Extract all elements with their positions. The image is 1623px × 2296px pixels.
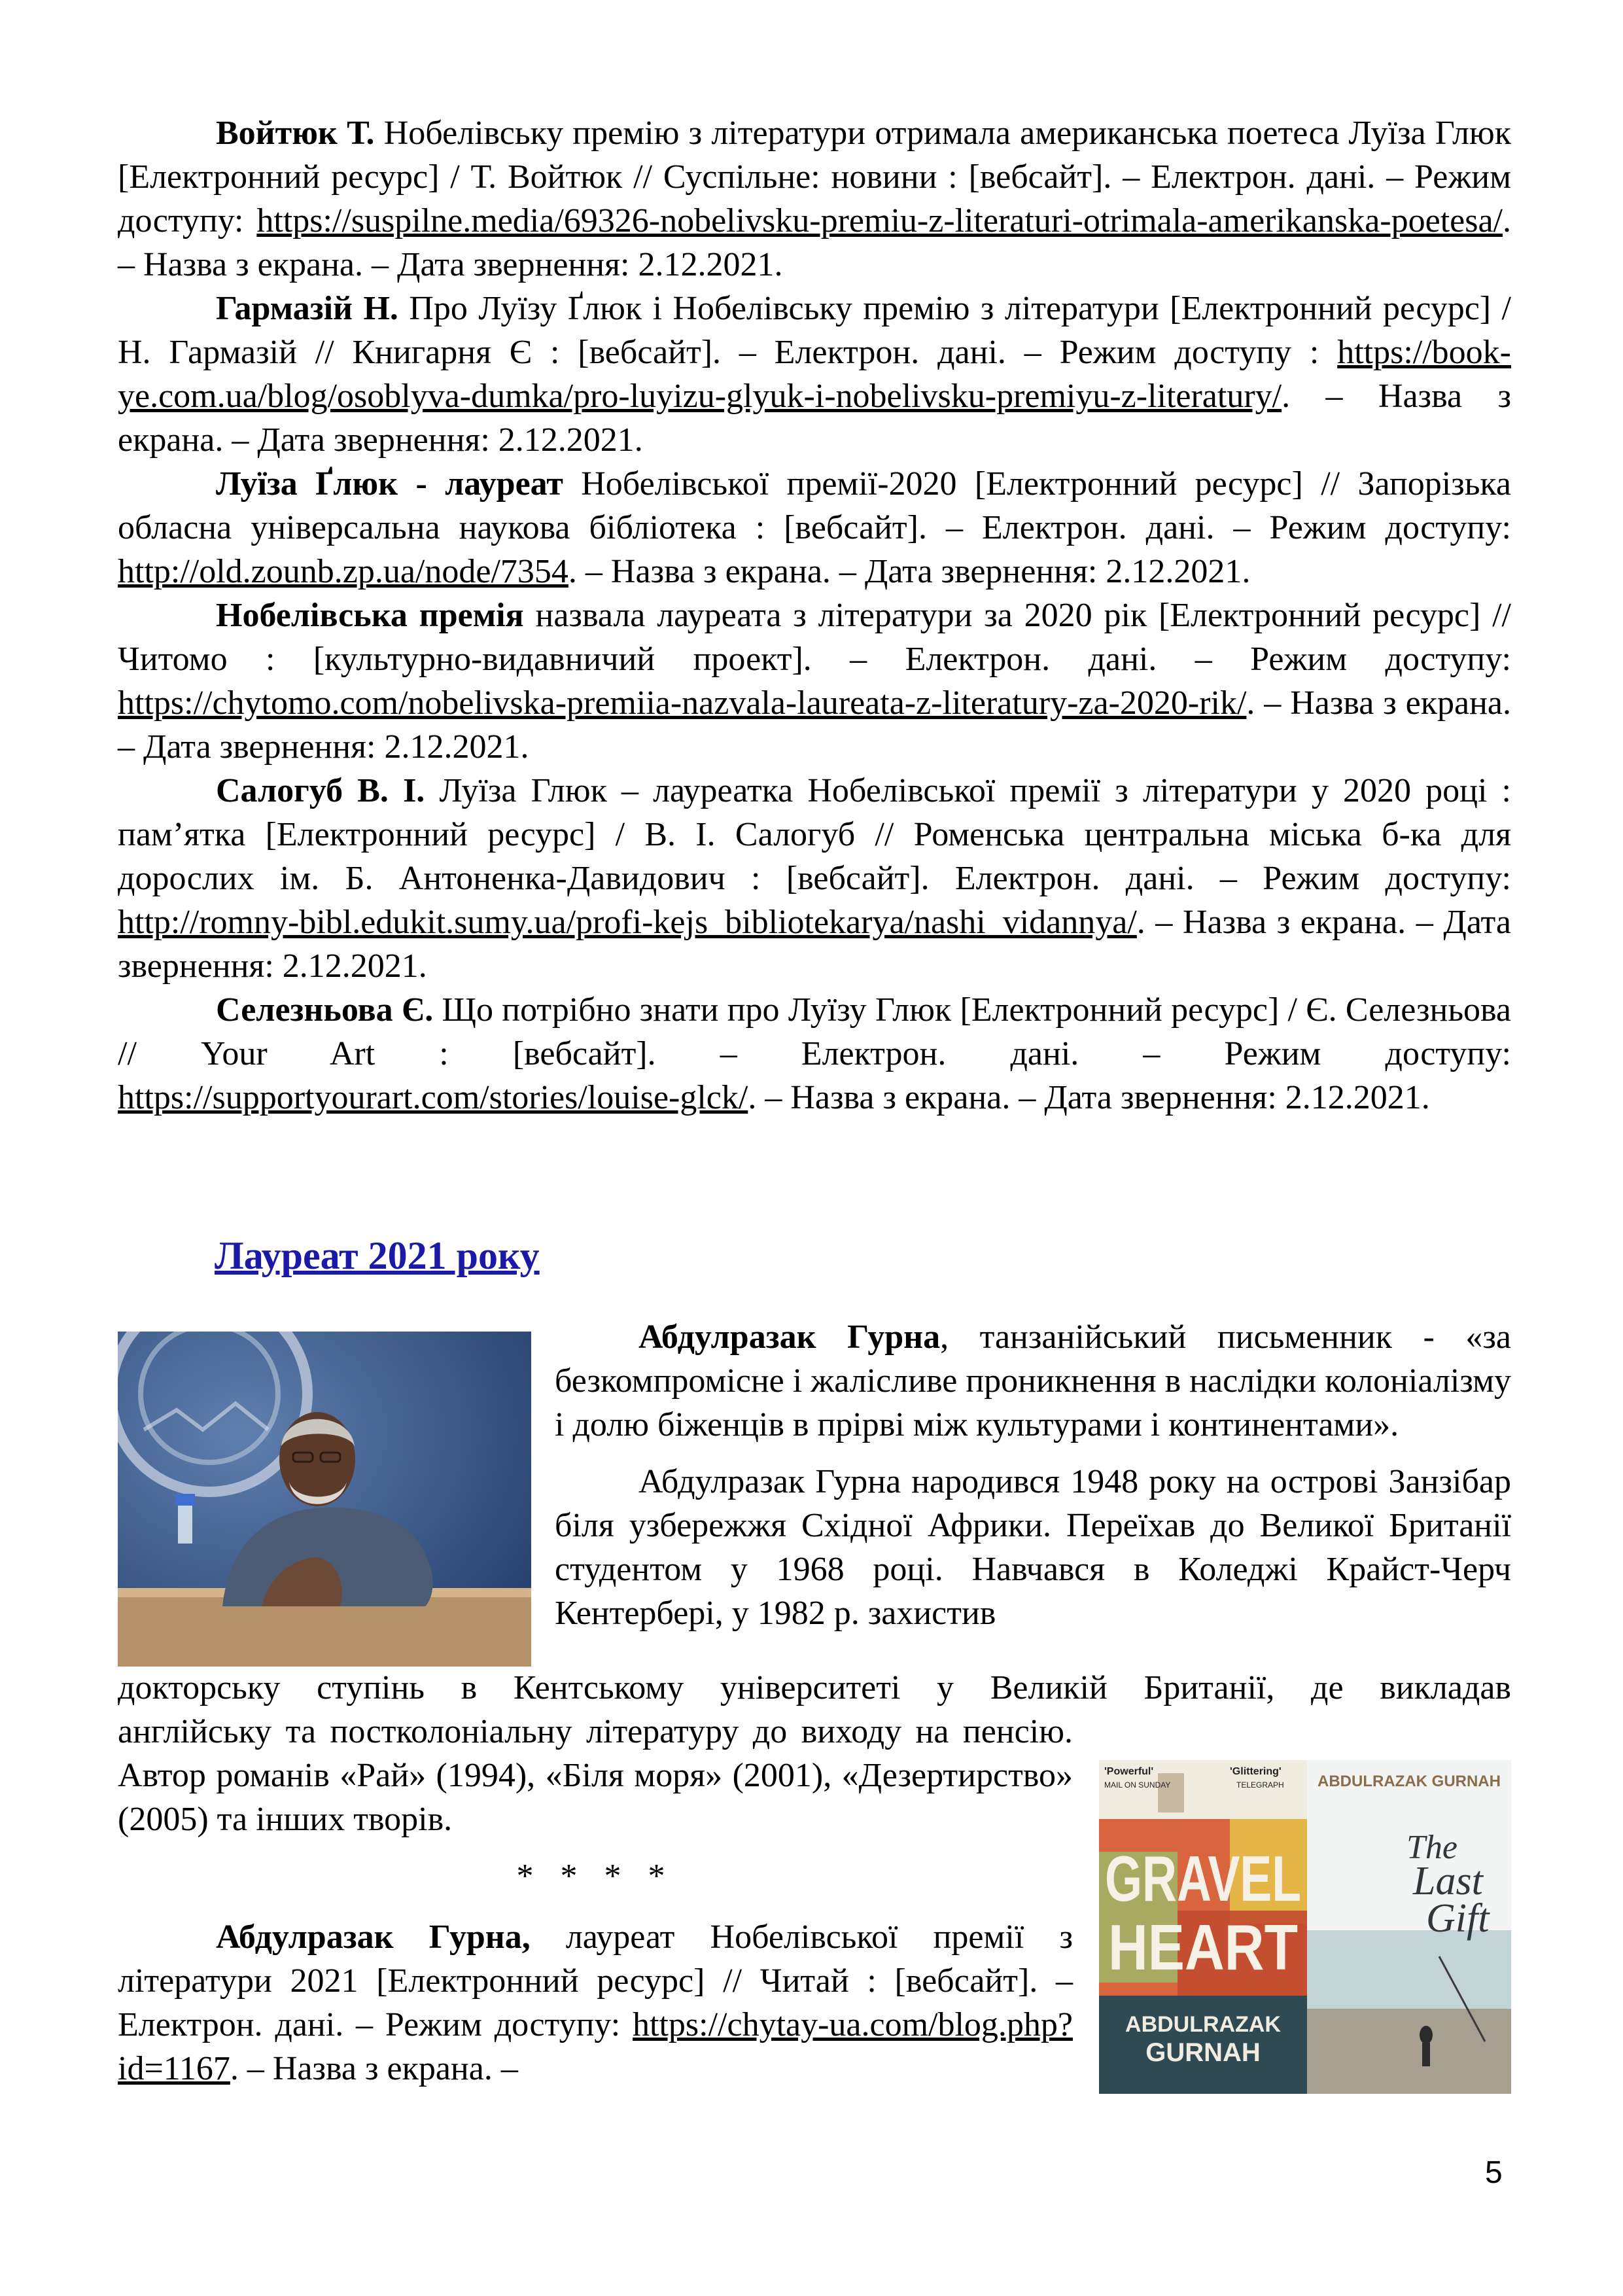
references-block <box>118 111 1511 1120</box>
svg-text:MAIL ON SUNDAY: MAIL ON SUNDAY <box>1104 1780 1171 1790</box>
reference-entry: Нобелівська премія назвала лауреата з літератури за 2020 рік [Електронний ресурс] // Читомо : [культурно-видавничий проект]. – Електрон. дані. – Режим доступу: https://chytomo.com/nobelivska-premiia-nazvala-laureata-z-literatury-za-2020-rik/. – Назва з екрана. – Дата звернення: 2.12.2021. <box>118 597 1511 766</box>
page-number: 5 <box>1485 2155 1503 2190</box>
laureate-name: Абдулразак Гурна <box>638 1318 941 1356</box>
reference-link[interactable]: http://romny-bibl.edukit.sumy.ua/profi-kejs_bibliotekarya/nashi_vidannya/ <box>118 904 1137 941</box>
reference-author: Войтюк Т. <box>216 115 375 152</box>
svg-text:The: The <box>1406 1829 1457 1866</box>
reference-entry: Луїза Ґлюк - лауреат Нобелівської премії-2020 [Електронний ресурс] // Запорізька обласна універсальна наукова бібліотека : [вебсайт]. – Електрон. дані. – Режим доступу: http://old.zounb.zp.ua/node/7354. – Назва з екрана. – Дата звернення: 2.12.2021. <box>118 465 1511 590</box>
laureate-bio-end-block <box>118 1710 1073 2091</box>
svg-text:TELEGRAPH: TELEGRAPH <box>1236 1780 1284 1790</box>
svg-text:GURNAH: GURNAH <box>1145 2038 1261 2067</box>
reference-entry: Салогуб В. І. Луїза Глюк – лауреатка Нобелівської премії з літератури у 2020 році : пам’ятка [Електронний ресурс] / В. І. Салогуб // Роменська центральна міська б-ка для дорослих ім. Б. Антоненка-Давидович : [вебсайт]. Електрон. дані. – Режим доступу: http://romny-bibl.edukit.sumy.ua/profi-kejs_bibliotekarya/nashi_vidannya/. – Назва з екрана. – Дата звернення: 2.12.2021. <box>118 772 1512 985</box>
book-cover-last-gift <box>1307 1760 1511 2094</box>
section-heading[interactable]: Лауреат 2021 року <box>215 1234 540 1277</box>
reference-entry: Селезньова Є. Що потрібно знати про Луїзу Глюк [Електронний ресурс] / Є. Селезньова // Your Art : [вебсайт]. – Електрон. дані. – Режим доступу: https://supportyourart.com/stories/louise-glck/. – Назва з екрана. – Дата звернення: 2.12.2021. <box>118 991 1511 1116</box>
laureate-bio-continued: докторську ступінь в Кентському університеті у Великій Британії, де викладав <box>118 1669 1511 1706</box>
laureate-citation: Абдулразак Гурна, танзанійський письменник - «за безкомпромісне і жалісливе проникнення в наслідки колоніалізму і долю біженців в прірві між культурами і континентами». <box>555 1318 1511 1443</box>
book-covers <box>1099 1760 1511 2094</box>
book-cover-gravel-heart <box>1099 1760 1307 2094</box>
reference-link[interactable]: https://supportyourart.com/stories/louise-glck/ <box>118 1079 748 1116</box>
reference-author: Селезньова Є. <box>216 991 434 1029</box>
laureate-bio: Абдулразак Гурна народився 1948 року на острові Занзібар біля узбережжя Східної Африки. Переїхав до Великої Британії студентом у 1968 році. Навчався в Коледжі Крайст-Черч Кентербері, у 1982 р. захистив <box>555 1463 1511 1632</box>
reference-link[interactable]: http://old.zounb.zp.ua/node/7354 <box>118 553 568 590</box>
reference-author: Луїза Ґлюк - лауреат <box>216 465 563 503</box>
separator-stars: * * * * <box>516 1858 674 1895</box>
reference-author: Абдулразак Гурна, <box>216 1918 531 1956</box>
reference-author: Салогуб В. І. <box>216 772 425 809</box>
svg-text:HEART: HEART <box>1108 1911 1298 1983</box>
reference-link[interactable]: https://book-ye.com.ua/blog/osoblyva-dumka/pro-luyizu-glyuk-i-nobelivsku-premiyu-z-literatury/ <box>118 334 1511 415</box>
laureate-photo <box>118 1332 531 1667</box>
reference-entry: Абдулразак Гурна, лауреат Нобелівської премії з літератури 2021 [Електронний ресурс] // Читай : [вебсайт]. – Електрон. дані. – Режим доступу: https://chytay-ua.com/blog.php?id=1167. – Назва з екрана. – <box>118 1918 1073 2087</box>
svg-text:'Powerful': 'Powerful' <box>1104 1766 1154 1777</box>
svg-text:'Glittering': 'Glittering' <box>1230 1766 1282 1777</box>
reference-author: Гармазій Н. <box>216 290 398 327</box>
svg-text:ABDULRAZAK: ABDULRAZAK <box>1125 2012 1281 2037</box>
reference-entry: Гармазій Н. Про Луїзу Ґлюк і Нобелівську премію з літератури [Електронний ресурс] / Н. Гармазій // Книгарня Є : [вебсайт]. – Електрон. дані. – Режим доступу : https://book-ye.com.ua/blog/osoblyva-dumka/pro-luyizu-glyuk-i-nobelivsku-premiyu-z-literatury/. – Назва з екрана. – Дата звернення: 2.12.2021. <box>118 290 1511 459</box>
laureate-bio-end: англійську та постколоніальну літературу до виходу на пенсію. Автор романів «Рай» (1994), «Біля моря» (2001), «Дезертирство» (2005) та інших творів. <box>118 1713 1073 1838</box>
reference-link[interactable]: https://chytay-ua.com/blog.php?id=1167 <box>118 2006 1073 2087</box>
svg-text:GRAVEL: GRAVEL <box>1105 1843 1301 1915</box>
svg-text:Last: Last <box>1413 1859 1483 1903</box>
reference-entry: Войтюк Т. Нобелівську премію з літератури отримала американська поетеса Луїза Глюк [Електронний ресурс] / Т. Войтюк // Суспільне: новини : [вебсайт]. – Електрон. дані. – Режим доступу: https://suspilne.media/69326-nobelivsku-premiu-z-literaturi-otrimala-amerikanska-poetesa/. – Назва з екрана. – Дата звернення: 2.12.2021. <box>118 115 1512 283</box>
svg-text:Gift: Gift <box>1426 1896 1490 1941</box>
svg-text:ABDULRAZAK GURNAH: ABDULRAZAK GURNAH <box>1318 1773 1501 1790</box>
reference-link[interactable]: https://chytomo.com/nobelivska-premiia-nazvala-laureata-z-literatury-za-2020-rik/ <box>118 684 1247 722</box>
reference-author: Нобелівська премія <box>216 597 524 634</box>
laureate-intro <box>555 1315 1511 1635</box>
reference-link[interactable]: https://suspilne.media/69326-nobelivsku-premiu-z-literaturi-otrimala-amerikanska-poetesa/ <box>256 202 1503 239</box>
